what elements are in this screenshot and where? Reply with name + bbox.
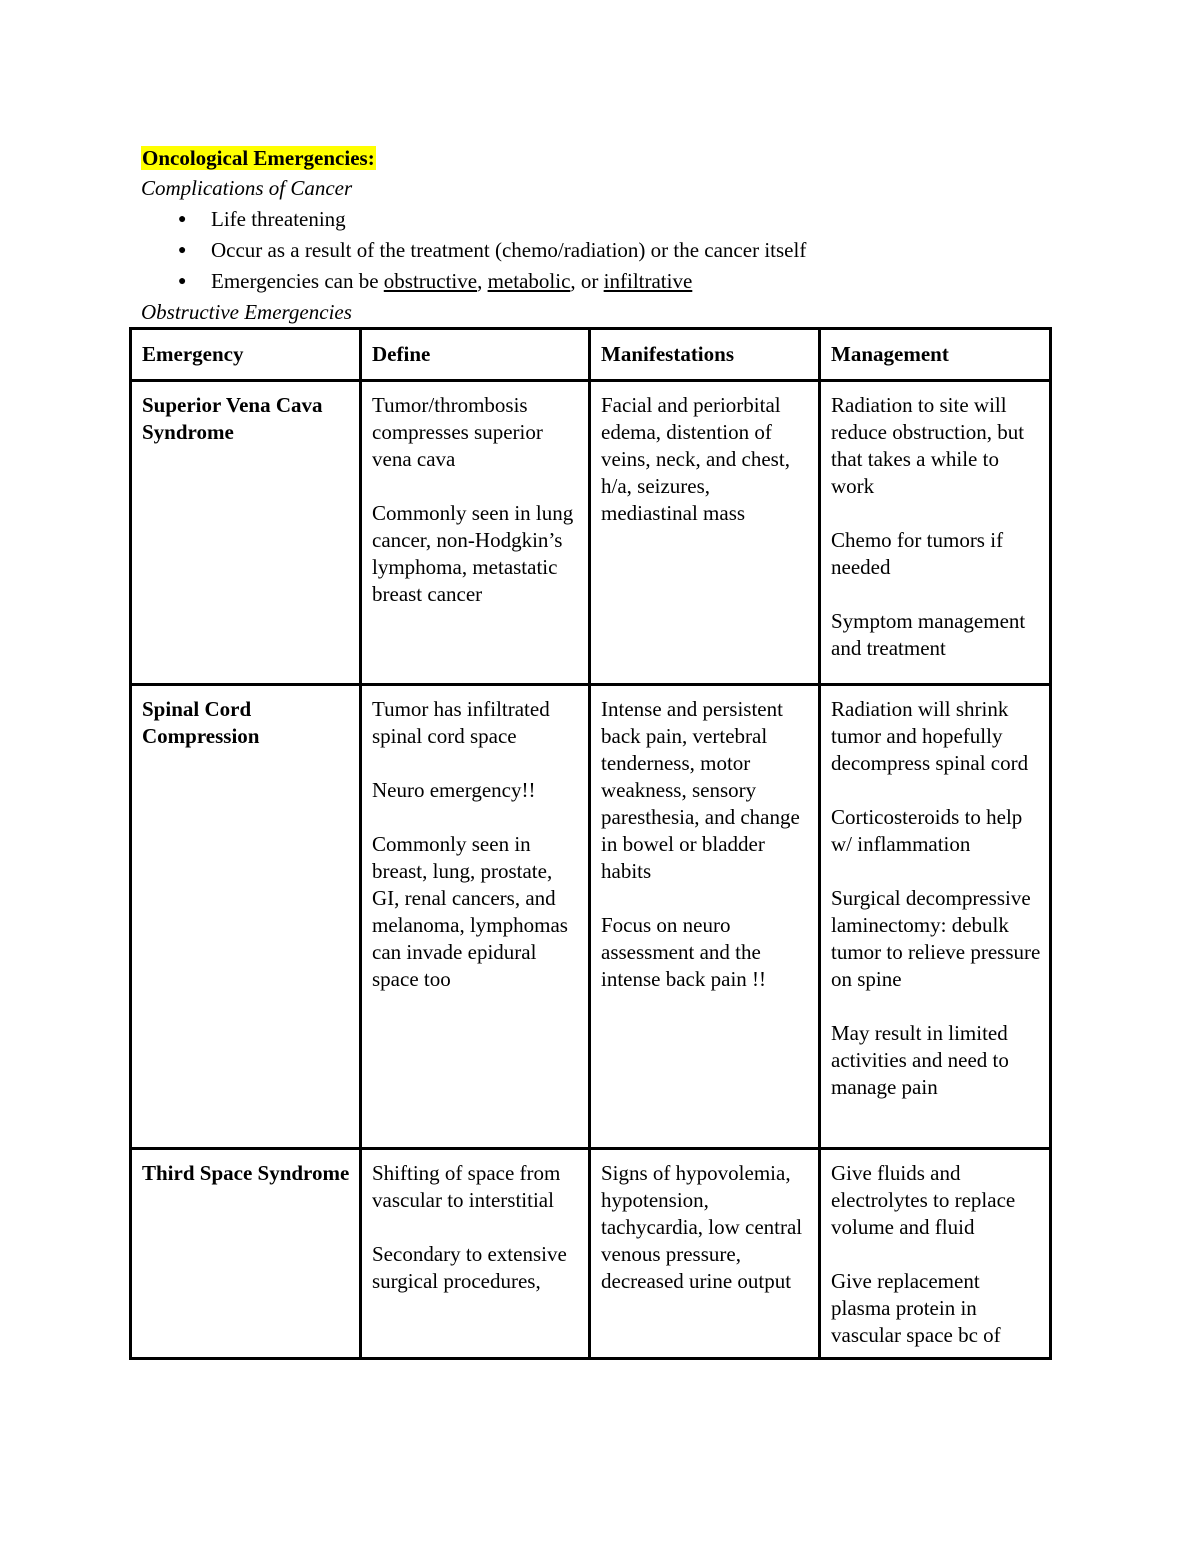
cell-paragraph: Symptom management and treatment [831, 609, 1026, 660]
cell-paragraph: Give replacement plasma protein in vascular space bc of [831, 1269, 1001, 1347]
emergency-cell: Spinal Cord Compression [131, 685, 361, 1149]
cell-paragraph: Tumor/thrombosis compresses superior vena cava [372, 393, 543, 471]
management-cell [820, 1149, 1051, 1359]
manifestations-cell [590, 685, 820, 1149]
section-label: Obstructive Emergencies [141, 300, 352, 324]
term-infiltrative: infiltrative [603, 269, 693, 293]
column-header-manifestations: Manifestations [590, 329, 820, 381]
cell-paragraph: Radiation to site will reduce obstruction, but that takes a while to work [831, 393, 1025, 498]
define-cell [361, 685, 590, 1149]
term-obstructive: obstructive [383, 269, 478, 293]
separator: , or [570, 269, 604, 293]
management-cell [820, 381, 1051, 685]
table-row [131, 381, 1051, 685]
list-item-text: Emergencies can be [211, 269, 384, 293]
list-item [170, 266, 1061, 297]
title-line [141, 143, 1061, 173]
define-cell [361, 1149, 590, 1359]
cell-paragraph: Facial and periorbital edema, distention of veins, neck, and chest, h/a, seizures, mediastinal mass [601, 393, 790, 525]
emergencies-table [129, 327, 1052, 1360]
page-title: Oncological Emergencies: [142, 146, 375, 170]
cell-paragraph: Focus on neuro assessment and the intense back pain !! [601, 913, 767, 991]
column-header-define: Define [361, 329, 590, 381]
cell-paragraph: Signs of hypovolemia, hypotension, tachycardia, low central venous pressure, decreased urine output [601, 1161, 803, 1293]
term-metabolic: metabolic [487, 269, 571, 293]
cell-paragraph: Commonly seen in breast, lung, prostate, GI, renal cancers, and melanoma, lymphomas can invade epidural space too [372, 832, 568, 991]
bullet-icon: ● [178, 243, 187, 258]
cell-paragraph: Chemo for tumors if needed [831, 528, 1004, 579]
table-header-row [131, 329, 1051, 381]
table-row [131, 1149, 1051, 1359]
emergency-cell: Superior Vena Cava Syndrome [131, 381, 361, 685]
cell-paragraph: Secondary to extensive surgical procedures, [372, 1242, 567, 1293]
column-header-management: Management [820, 329, 1051, 381]
separator: , [477, 269, 488, 293]
cell-paragraph: Intense and persistent back pain, vertebral tenderness, motor weakness, sensory paresthesia, and change in bowel or bladder habits [601, 697, 800, 883]
table-row [131, 685, 1051, 1149]
cell-paragraph: Shifting of space from vascular to interstitial [372, 1161, 561, 1212]
list-item-text: Occur as a result of the treatment (chemo/radiation) or the cancer itself [211, 238, 807, 262]
subtitle: Complications of Cancer [141, 176, 353, 200]
cell-paragraph: Neuro emergency!! [372, 778, 536, 802]
cell-paragraph: Radiation will shrink tumor and hopefully decompress spinal cord [831, 697, 1029, 775]
column-header-emergency: Emergency [131, 329, 361, 381]
bullet-icon: ● [178, 212, 187, 227]
bullet-list [141, 204, 1061, 297]
cell-paragraph: Tumor has infiltrated spinal cord space [372, 697, 550, 748]
manifestations-cell [590, 381, 820, 685]
define-cell [361, 381, 590, 685]
emergency-cell: Third Space Syndrome [131, 1149, 361, 1359]
cell-paragraph: Give fluids and electrolytes to replace volume and fluid [831, 1161, 1016, 1239]
list-item [170, 235, 1061, 266]
bullet-icon: ● [178, 274, 187, 289]
cell-paragraph: May result in limited activities and need to manage pain [831, 1021, 1009, 1099]
cell-paragraph: Corticosteroids to help w/ inflammation [831, 805, 1023, 856]
document-body [141, 143, 1061, 328]
cell-paragraph: Surgical decompressive laminectomy: debulk tumor to relieve pressure on spine [831, 886, 1041, 991]
management-cell [820, 685, 1051, 1149]
list-item [170, 204, 1061, 235]
list-item-text: Life threatening [211, 207, 346, 231]
manifestations-cell [590, 1149, 820, 1359]
cell-paragraph: Commonly seen in lung cancer, non-Hodgkin’s lymphoma, metastatic breast cancer [372, 501, 574, 606]
